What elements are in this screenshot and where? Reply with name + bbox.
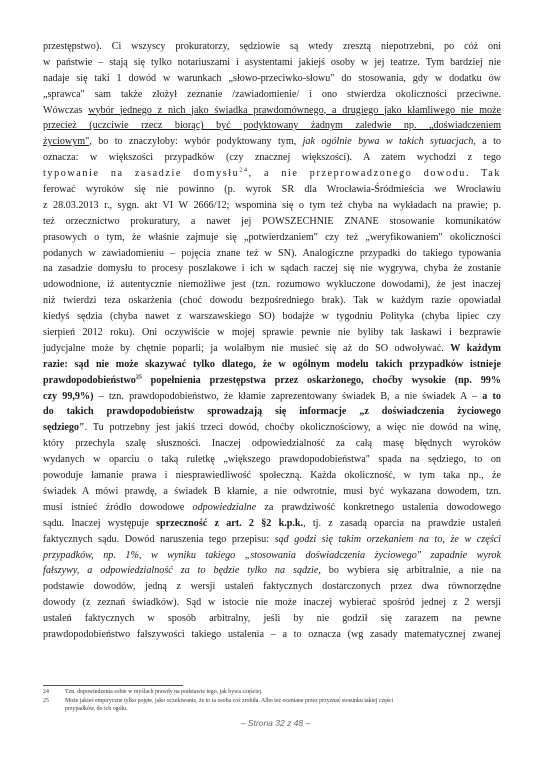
text-line: nadaje się taki 1 dowód w warunkach „słowo-przeciwko-słowu" do stosowania, gdy w dodatku ów [43, 72, 501, 84]
text-line: faktycznych sądu. Dowód naruszenia tego przepisu: sąd godzi się takim orzekaniem na to, że w części [43, 533, 501, 545]
text-line: niż twierdzi teza oskarżenia (choć dowodu bezpośredniego brak). Tak w każdym razie opowiadał [43, 295, 501, 307]
text-line: judycjalne może by chętnie poparli; ja wolałbym nie musieć się aż do SO odwoływać. W każdym [43, 342, 501, 354]
footnote-25 [43, 697, 501, 714]
text-line: też orzecznictwo prokuratury, a nawet jej POWSZECHNIE ZNANE stosowanie komunikatów [43, 215, 501, 227]
text-line: „sprawca" sam także złożył zeznanie /zawiadomienie/ i ono stwierdza okoliczności przeciwne. [43, 88, 501, 100]
footnote-number: 24 [43, 689, 49, 695]
text-line: przecież (uczciwie rzecz biorąc) być podyktowany żadnym zaledwie np. „doświadczeniem [43, 120, 501, 132]
text-line: życiowym", bo to znaczyłoby: wybór podyktowany tym, jak ogólnie bywa w takich sytuacjach, a to [43, 136, 501, 148]
footnote-text: Tzn. dopowiedzenia sobie w myślach prawdy na podstawie tego, jak bywa częściej. [65, 689, 263, 695]
page-number: – Strona 32 z 48 – [240, 718, 311, 728]
text-line: sędziego". Tu potrzebny jest jakiś trzeci dowód, choćby okolicznościowy, a więc nie dowód na winę, [43, 422, 501, 434]
text-line: przypadków, np. 1%, w wyniku takiego „stosowania doświadczenia życiowego" zapadnie wyrok [43, 549, 501, 561]
footnote-divider [43, 685, 183, 686]
footnote-text-continued: przypadków, do ich ogółu. [65, 705, 128, 712]
footnote-ref: 24 [239, 167, 249, 174]
text-line: fałszywy, a odpowiedzialność za to będzie tylko na sądzie, bo wybiera się arbitralnie, a nie na [43, 565, 502, 577]
text-line: z 28.03.2013 r., sygn. akt VI W 2666/12; wspomina się o tym też chyba na wykładach na prawie; p. [43, 199, 501, 211]
footnote-24 [43, 688, 501, 696]
text-line: musi istnieć źródło dowodowe odpowiedzialne za prawdziwość konkretnego ustalenia dowodowego [43, 501, 501, 513]
text-line: podanych w zawiadomieniu – pojęcia znane też w SN). Analogiczne przypadki do takiego typowania [43, 247, 501, 259]
text-line: dowody (z zeznań świadków). Sąd w istocie nie może inaczej wybierać spośród jednej z 2 wersji [43, 597, 501, 609]
text-line: do takich prawdopodobieństw sprowadzają się informacje „z doświadczenia życiowego [43, 406, 501, 418]
text-line: podstawie dowodów, jedną z wersji ustaleń faktycznych dostarczonych przez dwa równorzędne [43, 581, 501, 593]
text-line: ustaleń faktycznych w sposób arbitralny, jeśli by nie godził się zarazem na pewne [43, 613, 501, 625]
text-line: świadek A mówi prawdę, a świadek B kłamie, a nie odwrotnie, musi być wykazana dowodem, tzn. [43, 485, 501, 497]
text-line: sądu. Inaczej występuje sprzeczność z art. 2 §2 k.p.k., tj. z zasadą oparcia na prawdzie ustaleń [43, 517, 502, 529]
document-body [43, 39, 501, 643]
footnote-text: Może jakieś empiryczne tylko pojęte, jako oczekiwanie, że to ta osoba coś zrobiła. Albo też oceniane przez przyznać stosunku takiej części [65, 697, 394, 704]
text-line: czy 99,9%) – tzn. prawdopodobieństwo, że kłamie zaprezentowany świadek B, a nie świadek A – a to [43, 390, 501, 402]
text-line: ferować wyroków się nie powinno (p. wyrok SR dla Wrocławia-Śródmieścia we Wrocławiu [43, 184, 501, 196]
text-line: typowanie na zasadzie domysłu$^{24}$, a nie przeprowadzonego dowodu. Tak [43, 167, 502, 180]
footnote-ref: 25 [135, 374, 142, 381]
text-line: powoduje łamanie prawa i niesprawiedliwość społeczną. Każda okoliczność, w tym taka np., że [43, 470, 501, 482]
text-line: kiedyś sędzia (chyba nawet z warszawskiego SO) bodajże w tygodniu Polityka (chyba lipiec czy [43, 311, 501, 323]
text-line: prawdopodobieństwo fałszywości takiego ustalenia – a to oznacza (wg zasady matematycznej zwanej [43, 628, 501, 640]
text-line: na zasadzie domysłu to procesy poszlakowe i ich w sądach raczej się nie wygrywa, chyba że zostanie [43, 263, 501, 275]
text-line: który przechyla szalę słuszności. Inaczej odpowiedzialność za całą masę błędnych wyroków [43, 438, 501, 450]
text-line: Wówczas wybór jednego z nich jako świadka prawdomównego, a drugiego jako kłamliwego nie może [43, 104, 501, 116]
text-line: razie: sąd nie może skazywać tylko dlatego, że w ogólnym modelu takich przypadków istnieje [43, 358, 501, 370]
text-line: udowodnione, iż autentycznie niemożliwe jest (tzn. rozumowo wykluczone dowodami), że jest inaczej [43, 279, 501, 291]
text-line: przestępstwo). Ci wszyscy prokuratorzy, sędziowie są wtedy zresztą niepotrzebni, po cóż oni [43, 41, 501, 52]
text-line: sierpień 2012 roku). Oni oczywiście w mojej sprawie pewnie nie byliby tak łaskawi i bezprawie [43, 327, 501, 339]
text-line: w państwie – stają się tylko notariuszami i asystentami jakiejś osoby w jej teatrze. Tym bardziej nie [43, 56, 501, 68]
text-line: oznacza: w większości przypadków (czy znacznej większości). A zatem wychodzi z tego [43, 152, 501, 164]
text-line: wydanych w oparciu o taką ruletkę „większego prawdopodobieństwa" spada na sędziego, to on [43, 454, 501, 466]
text-line: prasowych o tym, że właśnie zajmuje się „potwierdzaniem" czy też „weryfikowaniem" okoliczności [43, 231, 501, 243]
text-line: prawdopodobieństwo$^{25}$ popełnienia przestępstwa przez oskarżonego, choćby wysokie (np. 99% [43, 374, 501, 386]
footnote-number: 25 [43, 697, 49, 704]
